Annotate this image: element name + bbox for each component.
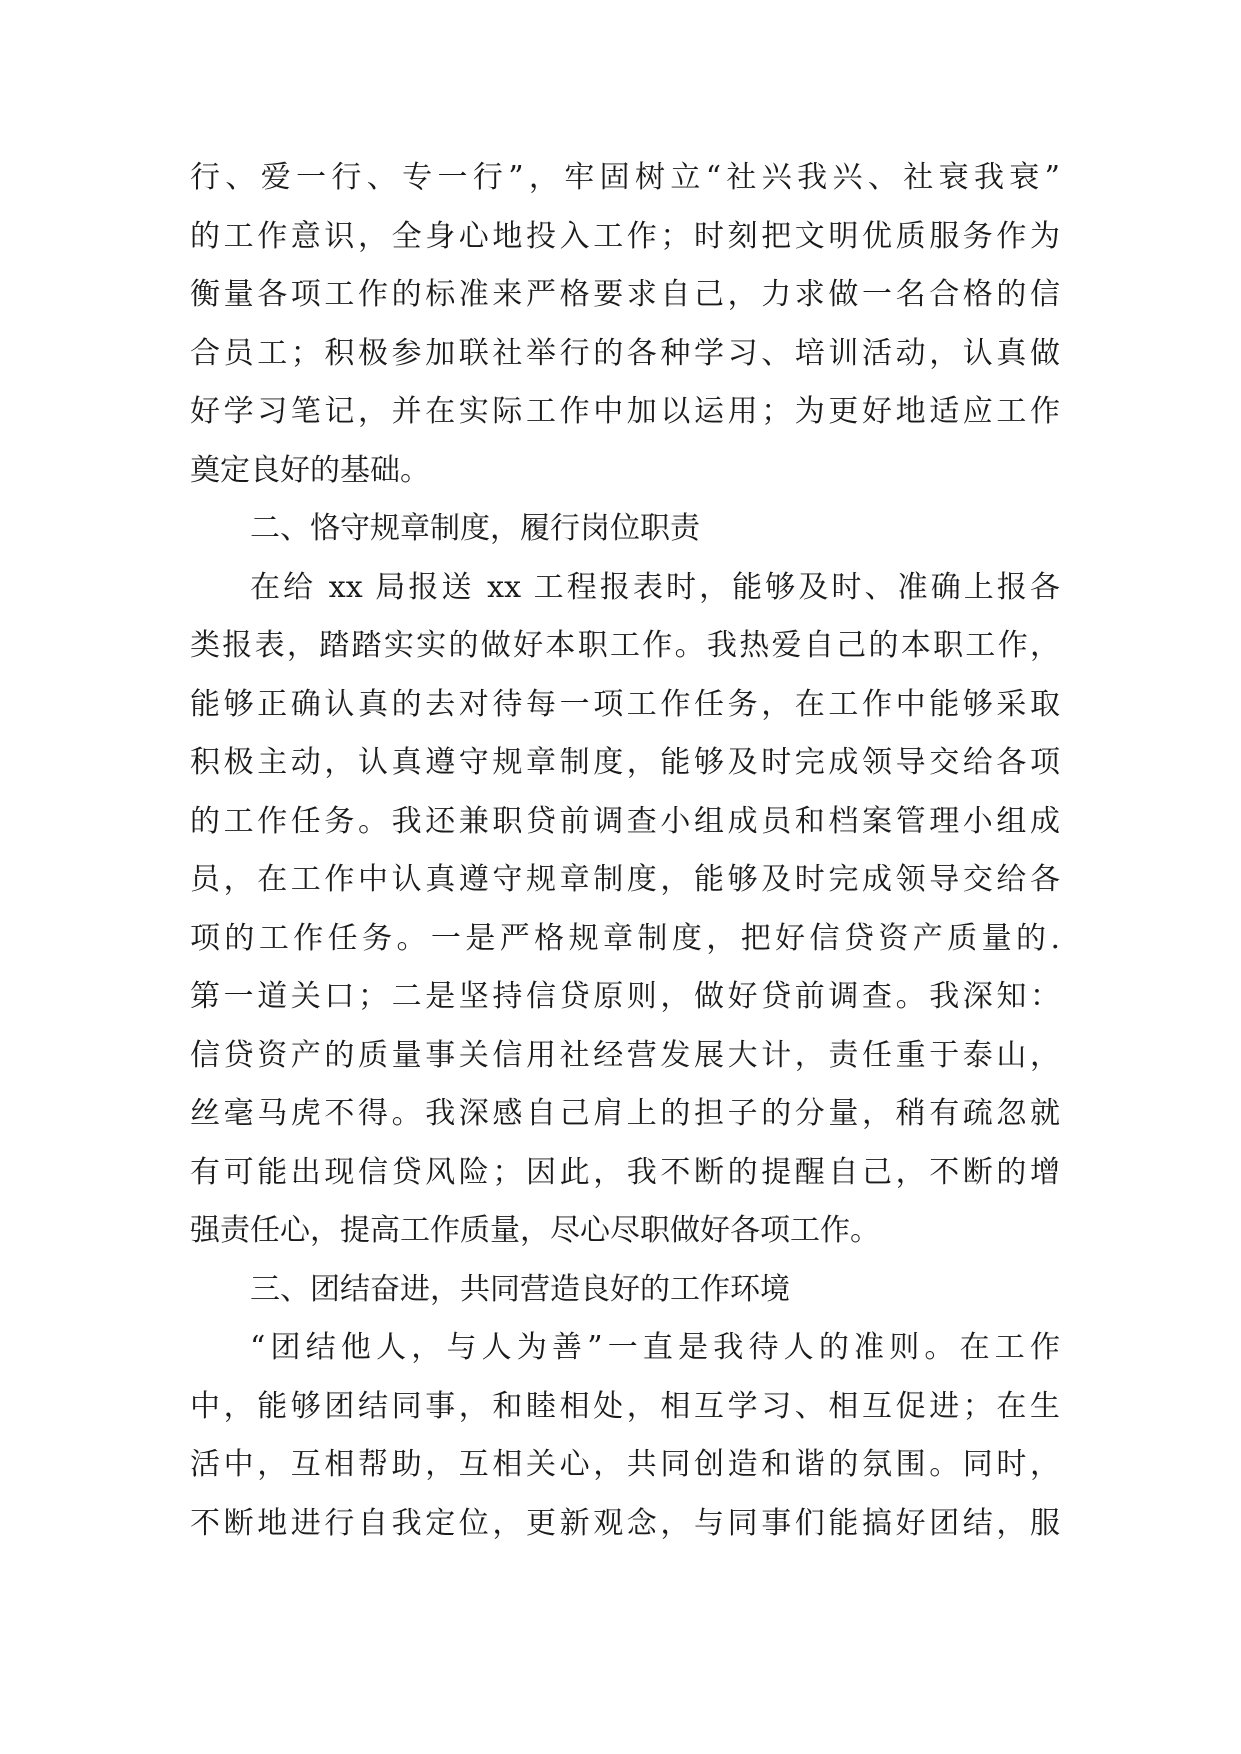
paragraph-line: 项的工作任务。一是严格规章制度，把好信贷资产质量的. [190, 920, 1060, 956]
paragraph-line: 的工作意识，全身心地投入工作；时刻把文明优质服务作为 [190, 218, 1060, 254]
paragraph-line: 的工作任务。我还兼职贷前调查小组成员和档案管理小组成 [190, 803, 1060, 839]
section-heading: 三、团结奋进，共同营造良好的工作环境 [250, 1271, 790, 1307]
paragraph-line: 中，能够团结同事，和睦相处，相互学习、相互促进；在生 [190, 1388, 1060, 1424]
paragraph-line: 能够正确认真的去对待每一项工作任务，在工作中能够采取 [190, 686, 1060, 722]
paragraph-line: 衡量各项工作的标准来严格要求自己，力求做一名合格的信 [190, 277, 1060, 312]
paragraph-line: 不断地进行自我定位，更新观念，与同事们能搞好团结，服 [190, 1505, 1060, 1541]
paragraph-line: 积极主动，认真遵守规章制度，能够及时完成领导交给各项 [190, 745, 1060, 780]
section-heading: 二、恪守规章制度，履行岗位职责 [250, 511, 700, 546]
paragraph-line: 第一道关口；二是坚持信贷原则，做好贷前调查。我深知： [190, 979, 1060, 1014]
paragraph-line: 行、爱一行、专一行”，牢固树立“社兴我兴、社衰我衰” [190, 160, 1060, 195]
paragraph-line: 员，在工作中认真遵守规章制度，能够及时完成领导交给各 [190, 862, 1060, 897]
paragraph-line: 活中，互相帮助，互相关心，共同创造和谐的氛围。同时， [190, 1447, 1060, 1482]
paragraph-line: 奠定良好的基础。 [190, 452, 430, 488]
paragraph-line: 有可能出现信贷风险；因此，我不断的提醒自己，不断的增 [190, 1154, 1060, 1190]
document-body [190, 158, 1060, 1562]
paragraph-line: “团结他人，与人为善”一直是我待人的准则。在工作 [250, 1330, 1060, 1365]
paragraph-line: 强责任心，提高工作质量，尽心尽职做好各项工作。 [190, 1213, 880, 1248]
paragraph-line: 合员工；积极参加联社举行的各种学习、培训活动，认真做 [190, 335, 1060, 371]
paragraph-line: 类报表，踏踏实实的做好本职工作。我热爱自己的本职工作， [190, 628, 1060, 663]
paragraph-line: 在给 xx 局报送 xx 工程报表时，能够及时、准确上报各 [250, 569, 1060, 605]
paragraph-line: 好学习笔记，并在实际工作中加以运用；为更好地适应工作 [190, 394, 1060, 429]
paragraph-line: 信贷资产的质量事关信用社经营发展大计，责任重于泰山， [190, 1037, 1060, 1073]
paragraph-line: 丝毫马虎不得。我深感自己肩上的担子的分量，稍有疏忽就 [190, 1096, 1060, 1131]
